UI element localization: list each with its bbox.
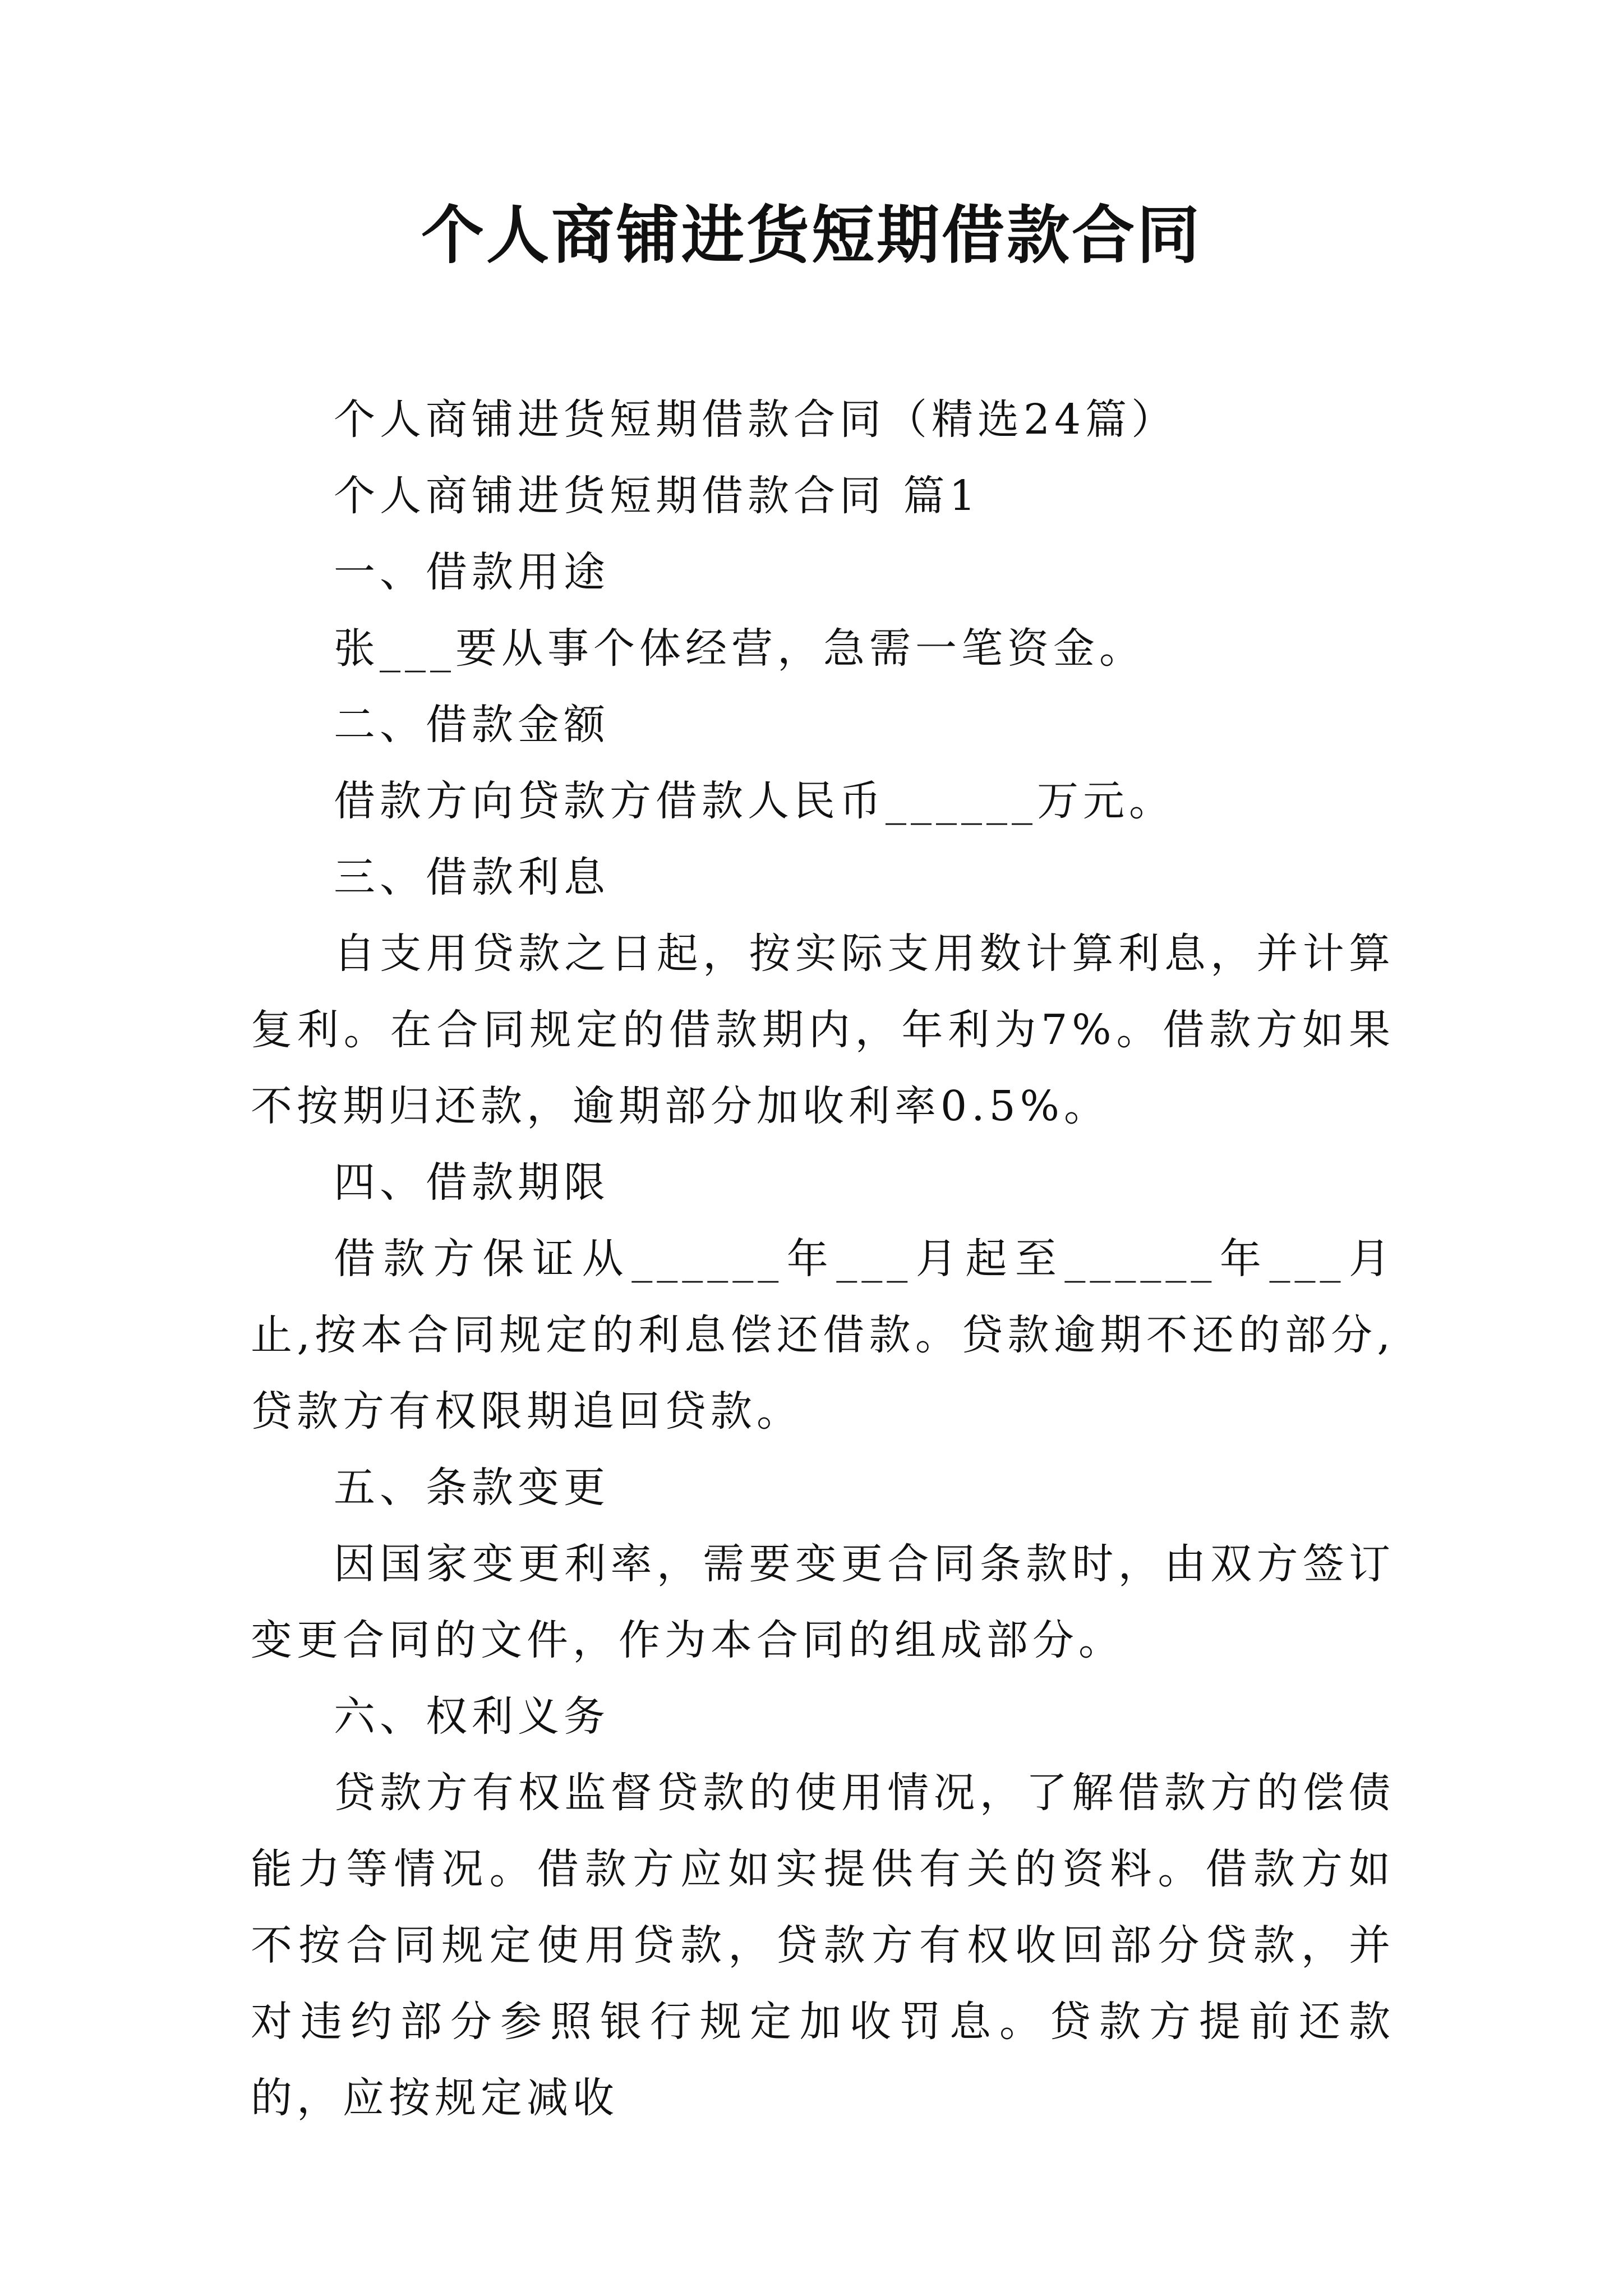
section-heading: 个人商铺进货短期借款合同 篇1: [334, 472, 980, 520]
clause-heading: 四、借款期限: [334, 1158, 610, 1207]
document-title: 个人商铺进货短期借款合同: [421, 199, 1202, 272]
paragraph: 贷款方有权监督贷款的使用情况，了解借款方的偿债能力等情况。借款方应如实提供有关的资料。借款方如不按合同规定使用贷款，贷款方有权收回部分贷款，并对违约部分参照银行规定加收罚息。贷款方提前还款的，应按规定减收: [251, 1769, 1395, 2122]
subtitle: 个人商铺进货短期借款合同（精选24篇）: [334, 395, 1178, 444]
document-body: [251, 381, 1395, 2136]
paragraph: 借款方保证从______年___月起至______年___月止,按本合同规定的利息偿还借款。贷款逾期不还的部分,贷款方有权限期追回贷款。: [251, 1235, 1395, 1435]
paragraph: 借款方向贷款方借款人民币______万元。: [334, 777, 1175, 825]
clause-heading: 五、条款变更: [334, 1464, 610, 1512]
clause-heading: 一、借款用途: [334, 548, 610, 596]
paragraph: 因国家变更利率，需要变更合同条款时，由双方签订变更合同的文件，作为本合同的组成部分。: [251, 1540, 1395, 1664]
clause-heading: 六、权利义务: [334, 1692, 610, 1741]
clause-heading: 三、借款利息: [334, 853, 610, 901]
paragraph: 自支用贷款之日起，按实际支用数计算利息，并计算复利。在合同规定的借款期内，年利为7%。借款方如果不按期归还款，逾期部分加收利率0.5%。: [251, 930, 1395, 1130]
paragraph: 张___要从事个体经营，急需一笔资金。: [334, 624, 1145, 673]
clause-heading: 二、借款金额: [334, 701, 610, 749]
